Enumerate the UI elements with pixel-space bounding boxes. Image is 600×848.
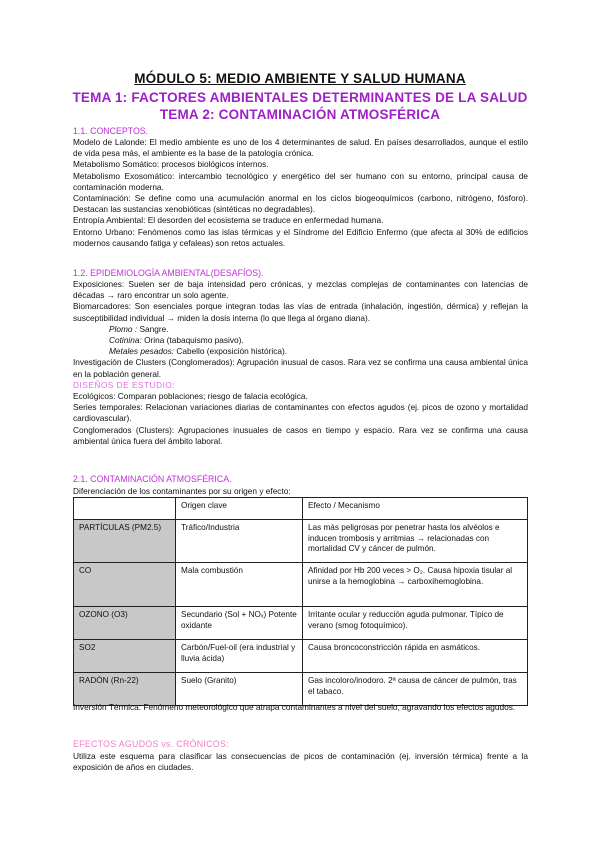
pollutant-origin: Secundario (Sol + NOₓ) Potente oxidante [176,607,303,640]
efectos-paragraph: Utiliza este esquema para clasificar las consecuencias de picos de contaminación (ej. inversión térmica) frente a la exposición de años en ciudades. [73,751,528,773]
entropia-paragraph: Entropía Ambiental: El desorden del ecosistema se traduce en enfermedad humana. [73,215,384,226]
lalonde-paragraph: Modelo de Lalonde: El medio ambiente es uno de los 4 determinantes de salud. En países desarrollados, aunque el estilo de vida pesa más, el ambiente es la base de la patología crónica. [73,137,528,159]
inversion-termica-paragraph: Inversión Térmica: Fenómeno meteorológico que atrapa contaminantes a nivel del suelo, agravando los efectos agudos. [73,702,516,712]
biomarcadores-paragraph: Biomarcadores: Son esenciales porque integran todas las vías de entrada (inhalación, ingestión, dérmica) y reflejan la susceptibilidad individual → miden la dosis interna (lo que llega al órgano diana). [73,301,528,323]
efectos-heading: EFECTOS AGUDOS vs. CRÓNICOS: [73,739,229,749]
section-conceptos-body [73,137,528,249]
topic-1-title: TEMA 1: FACTORES AMBIENTALES DETERMINANTES DE LA SALUD [72,90,528,105]
entorno-urbano-paragraph: Entorno Urbano: Fenómenos como las islas térmicas y el Síndrome del Edificio Enfermo (que afecta al 30% de edificios modernos causando fatiga y cefaleas) son retos actuales. [73,226,528,248]
table-intro: Diferenciación de los contaminantes por su origen y efecto: [73,486,291,496]
biomarker-metales-value: Cabello (exposición histórica). [176,346,288,357]
pollutant-origin: Mala combustión [176,563,303,607]
pollutant-effect: Causa broncoconstricción rápida en asmáticos. [303,640,528,673]
table-header-row [74,498,528,520]
pollutant-origin: Suelo (Granito) [176,673,303,706]
pollutant-name: RADÓN (Rn-22) [74,673,176,706]
biomarker-metales [73,346,528,357]
disenos-estudio-heading: DISEÑOS DE ESTUDIO: [73,379,176,390]
exposiciones-paragraph: Exposiciones: Suelen ser de baja intensidad pero crónicas, y mezclas complejas de contaminantes con latencias de décadas → raro encontrar un solo agente. [73,279,528,301]
table-row [74,640,528,673]
section-conceptos-heading: 1.1. CONCEPTOS. [73,126,149,136]
table-row [74,673,528,706]
table-row [74,607,528,640]
table-row [74,520,528,563]
table-header-cell: Efecto / Mecanismo [303,498,528,520]
section-contaminacion-heading: 2.1. CONTAMINACIÓN ATMOSFÉRICA. [73,474,232,484]
topic-2-title: TEMA 2: CONTAMINACIÓN ATMOSFÉRICA [159,107,441,122]
biomarker-cotinina-label: Cotinina: [109,335,142,346]
biomarker-plomo-value: Sangre. [139,323,169,334]
pollutant-name: CO [74,563,176,607]
pollutants-table [73,497,528,706]
document-title: MÓDULO 5: MEDIO AMBIENTE Y SALUD HUMANA [134,71,466,86]
pollutant-effect: Afinidad por Hb 200 veces > O₂. Causa hipoxia tisular al unirse a la hemoglobina → carboxihemoglobina. [303,563,528,607]
pollutant-effect: Irritante ocular y reducción aguda pulmonar. Típico de verano (smog fotoquímico). [303,607,528,640]
pollutant-origin: Carbón/Fuel-oil (era industrial y lluvia ácida) [176,640,303,673]
pollutant-name: SO2 [74,640,176,673]
biomarker-cotinina [73,335,528,346]
metabolismo-somatico-paragraph: Metabolismo Somático: procesos biológicos internos. [73,159,269,170]
pollutant-effect: Gas incoloro/inodoro. 2ª causa de cáncer de pulmón, tras el tabaco. [303,673,528,706]
biomarker-plomo [73,324,528,335]
biomarker-metales-label: Metales pesados: [109,346,175,357]
ecologicos-paragraph: Ecológicos: Comparan poblaciones; riesgo de falacia ecológica. [73,391,308,402]
table-header-cell [74,498,176,520]
pollutant-effect: Las más peligrosas por penetrar hasta los alvéolos e inducen trombosis y arritmias → relacionadas con mortalidad CV y cáncer de pulmón. [303,520,528,563]
series-temporales-paragraph: Series temporales: Relacionan variaciones diarias de contaminantes con efectos agudos (ej. picos de ozono y mortalidad cardiovascular). [73,402,528,424]
pollutant-origin: Tráfico/Industria [176,520,303,563]
table-row [74,563,528,607]
contaminacion-paragraph: Contaminación: Se define como una acumulación anormal en los ciclos biogeoquímicos (carbono, nitrógeno, fósforo). Destacan las sustancias xenobióticas (sintéticas no degradables). [73,193,528,215]
pollutant-name: OZONO (O3) [74,607,176,640]
conglomerados-paragraph: Conglomerados (Clusters): Agrupaciones inusuales de casos en tiempo y espacio. Rara vez se confirma una causa ambiental única fuera del ámbito laboral. [73,424,528,446]
pollutant-name: PARTÍCULAS (PM2.5) [74,520,176,563]
metabolismo-exosomatico-paragraph: Metabolismo Exosomático: intercambio tecnológico y energético del ser humano con su entorno, principal causa de contaminación moderna. [73,170,528,192]
clusters-paragraph: Investigación de Clusters (Conglomerados): Agrupación inusual de casos. Rara vez se confirma una causa ambiental única en la población general. [73,357,528,379]
biomarker-plomo-label: Plomo : [109,323,138,334]
section-epidemiologia-heading: 1.2. EPIDEMIOLOGÍA AMBIENTAL(DESAFÍOS). [73,268,264,278]
section-epidemiologia-body [73,279,528,447]
biomarker-cotinina-value: Orina (tabaquismo pasivo). [144,335,244,346]
table-header-cell: Origen clave [176,498,303,520]
